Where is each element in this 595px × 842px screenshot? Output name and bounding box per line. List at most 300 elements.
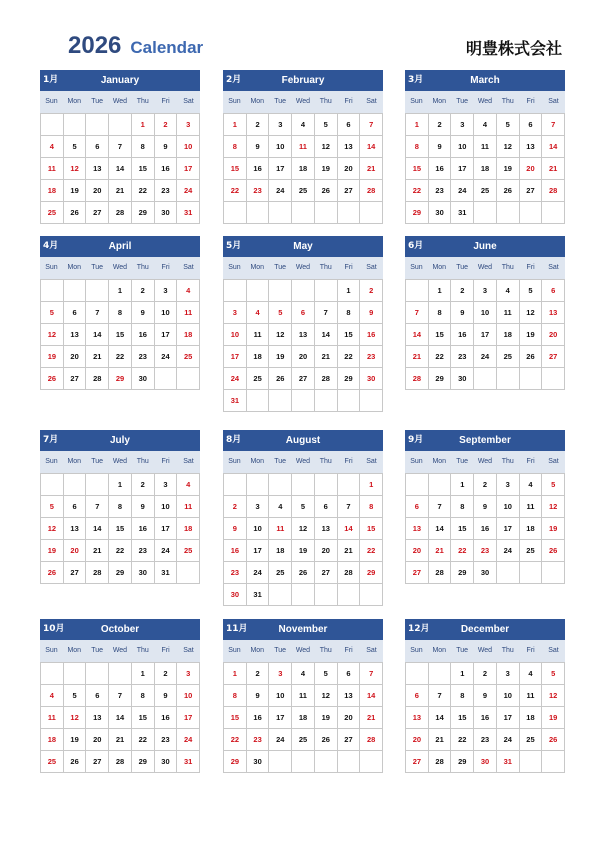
day-cell: 17 [451, 158, 474, 180]
weekday-label: Wed [477, 458, 493, 465]
day-cell: 21 [86, 346, 109, 368]
day-cell: 6 [64, 496, 87, 518]
day-cell: 19 [41, 346, 64, 368]
month-name: October [100, 624, 140, 635]
weekday-label: Tue [274, 98, 287, 105]
weekday-label: Wed [477, 647, 493, 654]
weekday-row [405, 257, 565, 279]
day-cell: 20 [315, 540, 338, 562]
empty-cell [497, 368, 520, 390]
day-cell: 11 [474, 136, 497, 158]
day-cell: 30 [474, 751, 497, 773]
weekday-row [405, 451, 565, 473]
week-row [41, 685, 200, 707]
day-cell: 2 [247, 114, 270, 136]
day-cell: 26 [542, 729, 565, 751]
weekday-row [223, 451, 383, 473]
day-cell: 27 [292, 368, 315, 390]
day-cell: 10 [497, 685, 520, 707]
weekday-label: Sat [183, 458, 194, 465]
day-cell: 17 [177, 707, 200, 729]
day-cell: 3 [269, 663, 292, 685]
week-row [224, 751, 383, 773]
day-cell: 6 [338, 663, 361, 685]
empty-cell [247, 202, 270, 224]
day-cell: 18 [520, 707, 543, 729]
month-may [223, 236, 383, 412]
day-cell: 30 [474, 562, 497, 584]
weekday-label: Sat [366, 458, 377, 465]
day-cell: 10 [269, 136, 292, 158]
week-row [41, 540, 200, 562]
day-cell: 14 [406, 324, 429, 346]
weekday-label: Fri [526, 647, 535, 654]
day-cell: 28 [86, 562, 109, 584]
day-cell: 23 [155, 180, 178, 202]
weekday-label: Wed [295, 98, 311, 105]
month-number: 3月 [408, 75, 424, 85]
empty-cell [41, 280, 64, 302]
day-cell: 29 [109, 562, 132, 584]
weekday-label: Thu [501, 98, 514, 105]
week-row [224, 158, 383, 180]
day-cell: 28 [406, 368, 429, 390]
week-row [41, 280, 200, 302]
day-cell: 13 [86, 158, 109, 180]
calendar-title: Calendar [130, 38, 204, 57]
day-cell: 24 [247, 562, 270, 584]
day-cell: 29 [406, 202, 429, 224]
day-cell: 30 [132, 562, 155, 584]
day-cell: 3 [177, 663, 200, 685]
day-cell: 6 [338, 114, 361, 136]
day-cell: 20 [86, 729, 109, 751]
empty-cell [338, 751, 361, 773]
empty-cell [86, 663, 109, 685]
empty-cell [429, 663, 452, 685]
month-april [40, 236, 200, 390]
weekday-label: Mon [432, 98, 447, 105]
day-cell: 8 [132, 685, 155, 707]
month-name: June [473, 241, 497, 252]
day-cell: 27 [64, 368, 87, 390]
week-row [224, 136, 383, 158]
day-cell: 12 [497, 136, 520, 158]
day-cell: 6 [315, 496, 338, 518]
day-cell: 24 [155, 540, 178, 562]
day-cell: 5 [64, 136, 87, 158]
day-cell: 16 [247, 158, 270, 180]
empty-cell [315, 390, 338, 412]
day-cell: 24 [177, 180, 200, 202]
day-cell: 29 [451, 751, 474, 773]
day-cell: 13 [520, 136, 543, 158]
day-cell: 31 [451, 202, 474, 224]
weekday-label: Sat [183, 264, 194, 271]
weekday-label: Tue [456, 264, 469, 271]
day-cell: 12 [542, 496, 565, 518]
week-row [406, 346, 565, 368]
day-cell: 2 [155, 663, 178, 685]
day-cell: 26 [41, 368, 64, 390]
day-cell: 3 [497, 663, 520, 685]
month-number: 12月 [408, 624, 430, 634]
day-cell: 12 [269, 324, 292, 346]
week-row [41, 474, 200, 496]
empty-cell [338, 390, 361, 412]
day-cell: 12 [315, 136, 338, 158]
day-cell: 1 [338, 280, 361, 302]
weekday-label: Thu [501, 264, 514, 271]
day-cell: 12 [41, 518, 64, 540]
weekday-label: Wed [477, 98, 493, 105]
day-cell: 23 [132, 540, 155, 562]
day-cell: 15 [109, 324, 132, 346]
weekday-row [223, 257, 383, 279]
day-cell: 1 [109, 280, 132, 302]
month-name: November [278, 624, 328, 635]
day-cell: 2 [155, 114, 178, 136]
day-cell: 9 [360, 302, 383, 324]
month-name: May [293, 241, 313, 252]
weekday-label: Fri [526, 458, 535, 465]
month-march [405, 70, 565, 224]
week-row [41, 751, 200, 773]
day-cell: 17 [247, 540, 270, 562]
day-cell: 8 [109, 302, 132, 324]
day-cell: 18 [520, 518, 543, 540]
weekday-row [223, 91, 383, 113]
day-cell: 18 [247, 346, 270, 368]
week-row [406, 663, 565, 685]
day-cell: 21 [338, 540, 361, 562]
month-number: 11月 [226, 624, 248, 634]
weekday-label: Tue [91, 98, 104, 105]
day-cell: 6 [542, 280, 565, 302]
empty-cell [269, 751, 292, 773]
empty-cell [429, 474, 452, 496]
day-cell: 9 [155, 136, 178, 158]
day-cell: 29 [451, 562, 474, 584]
month-header [405, 236, 565, 257]
week-row [224, 280, 383, 302]
weekday-label: Fri [526, 264, 535, 271]
day-cell: 22 [360, 540, 383, 562]
day-cell: 16 [474, 707, 497, 729]
day-cell: 2 [451, 280, 474, 302]
day-cell: 9 [474, 496, 497, 518]
empty-cell [542, 368, 565, 390]
day-cell: 11 [41, 158, 64, 180]
empty-cell [41, 114, 64, 136]
month-october [40, 619, 200, 773]
day-cell: 10 [451, 136, 474, 158]
day-cell: 2 [132, 280, 155, 302]
day-cell: 16 [132, 518, 155, 540]
empty-cell [64, 474, 87, 496]
day-cell: 17 [474, 324, 497, 346]
weekday-row [405, 91, 565, 113]
day-cell: 4 [474, 114, 497, 136]
week-row [406, 114, 565, 136]
weekday-label: Fri [161, 458, 170, 465]
empty-cell [269, 202, 292, 224]
day-cell: 1 [224, 663, 247, 685]
day-cell: 18 [292, 707, 315, 729]
weekday-label: Mon [432, 458, 447, 465]
weekday-label: Thu [319, 647, 332, 654]
day-cell: 31 [177, 202, 200, 224]
day-cell: 9 [132, 496, 155, 518]
day-cell: 25 [292, 180, 315, 202]
day-cell: 15 [429, 324, 452, 346]
weekday-label: Thu [319, 458, 332, 465]
day-cell: 11 [520, 685, 543, 707]
day-cell: 15 [224, 707, 247, 729]
weekday-row [40, 640, 200, 662]
weekday-label: Tue [456, 647, 469, 654]
day-cell: 5 [269, 302, 292, 324]
week-row [406, 474, 565, 496]
day-cell: 7 [360, 663, 383, 685]
day-cell: 9 [451, 302, 474, 324]
weekday-label: Sun [410, 458, 423, 465]
empty-cell [86, 280, 109, 302]
day-cell: 19 [292, 540, 315, 562]
day-cell: 22 [109, 346, 132, 368]
day-cell: 31 [155, 562, 178, 584]
empty-cell [542, 562, 565, 584]
weekday-label: Tue [456, 98, 469, 105]
month-number: 10月 [43, 624, 65, 634]
day-cell: 23 [429, 180, 452, 202]
day-cell: 1 [132, 663, 155, 685]
day-cell: 14 [542, 136, 565, 158]
month-header [223, 619, 383, 640]
empty-cell [292, 584, 315, 606]
day-cell: 3 [497, 474, 520, 496]
month-header [405, 619, 565, 640]
week-row [224, 302, 383, 324]
month-name: January [100, 75, 140, 86]
day-cell: 1 [451, 663, 474, 685]
day-cell: 26 [542, 540, 565, 562]
weekday-label: Mon [250, 98, 265, 105]
day-cell: 14 [315, 324, 338, 346]
month-header [223, 236, 383, 257]
weekday-label: Fri [344, 647, 353, 654]
day-cell: 19 [315, 158, 338, 180]
week-row [406, 324, 565, 346]
weekday-label: Mon [250, 264, 265, 271]
day-cell: 16 [451, 324, 474, 346]
day-cell: 3 [155, 474, 178, 496]
week-row [224, 729, 383, 751]
week-row [406, 685, 565, 707]
day-cell: 7 [429, 496, 452, 518]
day-cell: 14 [109, 158, 132, 180]
day-cell: 27 [86, 751, 109, 773]
month-number: 7月 [43, 435, 59, 445]
day-cell: 3 [269, 114, 292, 136]
month-number: 6月 [408, 241, 424, 251]
day-cell: 6 [86, 136, 109, 158]
day-cell: 7 [315, 302, 338, 324]
day-cell: 30 [224, 584, 247, 606]
month-name: December [460, 624, 510, 635]
month-name: February [281, 75, 325, 86]
week-row [406, 136, 565, 158]
week-row [41, 302, 200, 324]
empty-cell [86, 474, 109, 496]
day-cell: 8 [360, 496, 383, 518]
weekday-label: Sun [410, 647, 423, 654]
day-cell: 29 [338, 368, 361, 390]
weekday-label: Sat [366, 647, 377, 654]
day-cell: 24 [224, 368, 247, 390]
weekday-label: Wed [112, 458, 128, 465]
day-cell: 13 [86, 707, 109, 729]
month-name: March [470, 75, 500, 86]
week-row [224, 584, 383, 606]
day-cell: 10 [247, 518, 270, 540]
day-cell: 8 [429, 302, 452, 324]
week-row [41, 136, 200, 158]
day-cell: 1 [360, 474, 383, 496]
day-cell: 14 [86, 518, 109, 540]
day-cell: 10 [269, 685, 292, 707]
week-row [41, 707, 200, 729]
day-cell: 5 [542, 663, 565, 685]
day-cell: 13 [64, 324, 87, 346]
day-cell: 9 [247, 685, 270, 707]
day-cell: 24 [269, 729, 292, 751]
weekday-label: Tue [91, 647, 104, 654]
week-row [224, 496, 383, 518]
month-header [40, 619, 200, 640]
month-december [405, 619, 565, 773]
empty-cell [292, 474, 315, 496]
month-november [223, 619, 383, 773]
month-july [40, 430, 200, 584]
month-header [223, 70, 383, 91]
empty-cell [520, 202, 543, 224]
weekday-label: Wed [112, 647, 128, 654]
day-cell: 17 [497, 518, 520, 540]
day-cell: 24 [497, 540, 520, 562]
empty-cell [247, 280, 270, 302]
weekday-label: Wed [295, 458, 311, 465]
day-cell: 25 [292, 729, 315, 751]
empty-cell [224, 474, 247, 496]
day-cell: 22 [224, 729, 247, 751]
weekday-row [40, 91, 200, 113]
day-cell: 18 [177, 324, 200, 346]
day-cell: 7 [338, 496, 361, 518]
day-cell: 9 [155, 685, 178, 707]
day-cell: 27 [542, 346, 565, 368]
day-cell: 31 [224, 390, 247, 412]
day-cell: 19 [542, 707, 565, 729]
month-january [40, 70, 200, 224]
day-cell: 14 [360, 136, 383, 158]
day-cell: 23 [474, 540, 497, 562]
empty-cell [109, 663, 132, 685]
weekday-label: Mon [67, 647, 82, 654]
weekday-label: Sun [228, 264, 241, 271]
day-cell: 28 [429, 562, 452, 584]
empty-cell [406, 663, 429, 685]
week-row [41, 158, 200, 180]
day-cell: 11 [177, 496, 200, 518]
weekday-label: Mon [250, 647, 265, 654]
day-cell: 17 [269, 707, 292, 729]
day-cell: 22 [132, 180, 155, 202]
empty-cell [269, 280, 292, 302]
empty-cell [292, 751, 315, 773]
day-cell: 18 [474, 158, 497, 180]
empty-cell [64, 280, 87, 302]
day-cell: 1 [224, 114, 247, 136]
day-cell: 5 [41, 302, 64, 324]
day-cell: 26 [520, 346, 543, 368]
empty-cell [406, 280, 429, 302]
weekday-label: Sat [548, 264, 559, 271]
day-cell: 7 [429, 685, 452, 707]
day-cell: 20 [64, 346, 87, 368]
weekday-label: Mon [67, 98, 82, 105]
empty-cell [338, 202, 361, 224]
day-cell: 19 [64, 729, 87, 751]
day-cell: 21 [109, 729, 132, 751]
day-cell: 6 [520, 114, 543, 136]
day-cell: 22 [429, 346, 452, 368]
day-cell: 28 [315, 368, 338, 390]
day-cell: 26 [497, 180, 520, 202]
day-cell: 18 [177, 518, 200, 540]
day-cell: 11 [269, 518, 292, 540]
empty-cell [86, 114, 109, 136]
day-cell: 10 [155, 496, 178, 518]
week-row [224, 562, 383, 584]
day-cell: 11 [292, 136, 315, 158]
day-cell: 22 [338, 346, 361, 368]
day-cell: 4 [520, 474, 543, 496]
week-row [41, 346, 200, 368]
week-row [224, 390, 383, 412]
weekday-label: Tue [274, 458, 287, 465]
day-cell: 17 [224, 346, 247, 368]
day-cell: 12 [64, 158, 87, 180]
day-cell: 26 [64, 751, 87, 773]
day-cell: 11 [520, 496, 543, 518]
day-cell: 2 [474, 474, 497, 496]
day-cell: 19 [41, 540, 64, 562]
day-cell: 15 [132, 707, 155, 729]
weekday-label: Thu [501, 647, 514, 654]
day-cell: 21 [315, 346, 338, 368]
day-grid [405, 473, 565, 584]
day-cell: 28 [338, 562, 361, 584]
day-cell: 28 [86, 368, 109, 390]
day-cell: 30 [360, 368, 383, 390]
day-cell: 21 [429, 540, 452, 562]
weekday-label: Sat [548, 458, 559, 465]
day-cell: 10 [177, 136, 200, 158]
day-cell: 13 [542, 302, 565, 324]
day-cell: 28 [109, 751, 132, 773]
empty-cell [360, 584, 383, 606]
